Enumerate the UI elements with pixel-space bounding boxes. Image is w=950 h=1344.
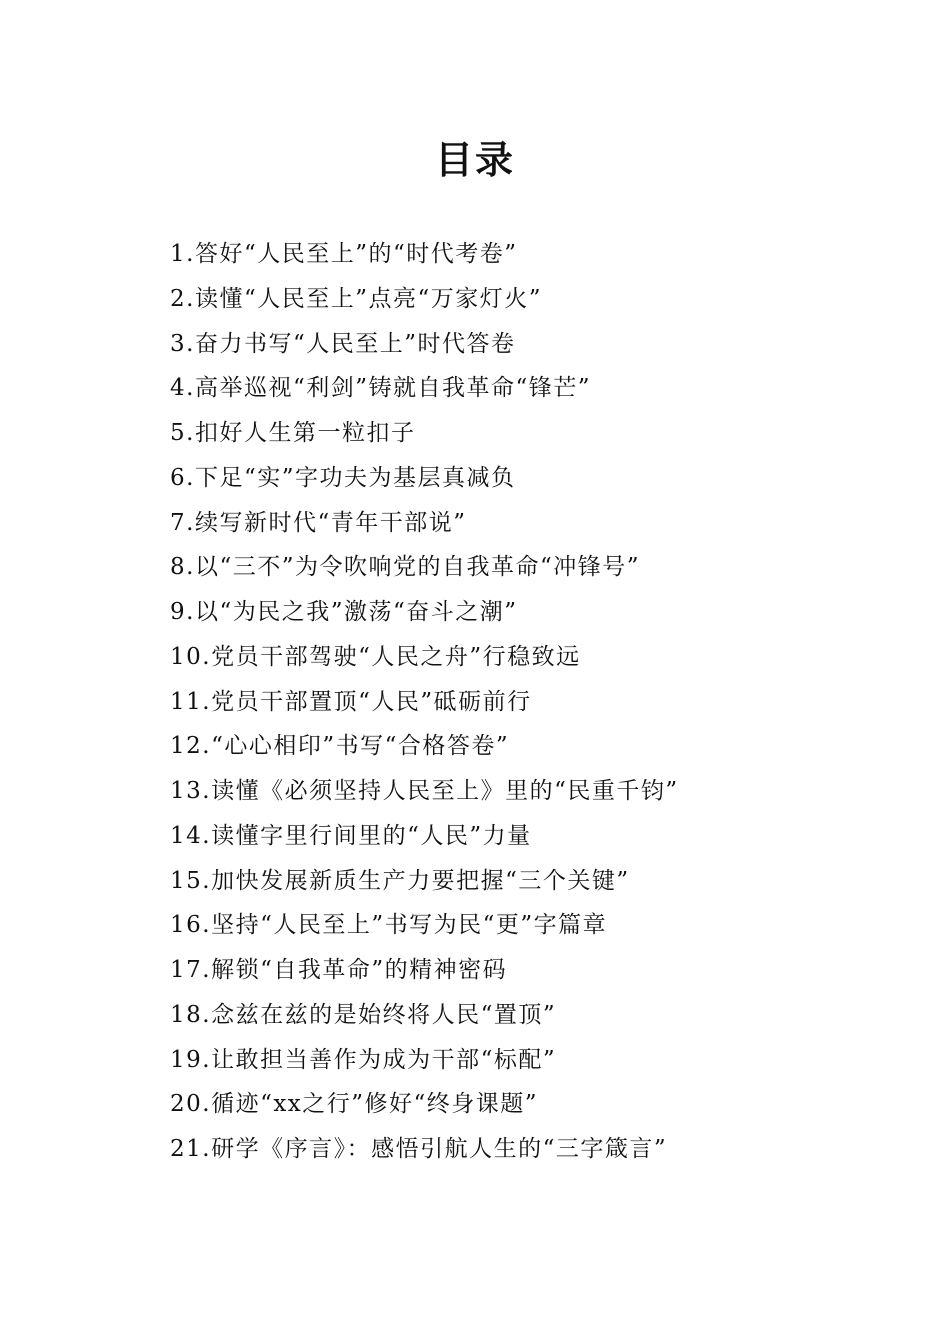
toc-item[interactable]: 4.高举巡视“利剑”铸就自我革命“锋芒” — [170, 375, 591, 402]
toc-item[interactable]: 6.下足“实”字功夫为基层真减负 — [170, 464, 516, 491]
toc-item[interactable]: 8.以“三不”为令吹响党的自我革命“冲锋号” — [170, 554, 640, 581]
toc-item[interactable]: 21.研学《序言》：感悟引航人生的“三字箴言” — [170, 1136, 668, 1162]
toc-item[interactable]: 1.答好“人民至上”的“时代考卷” — [170, 241, 518, 267]
toc-item[interactable]: 20.循迹“xx之行”修好“终身课题” — [170, 1091, 539, 1118]
toc-item[interactable]: 12.“心心相印”书写“合格答卷” — [170, 733, 510, 760]
toc-item[interactable]: 15.加快发展新质生产力要把握“三个关键” — [170, 867, 630, 894]
toc-item[interactable]: 7.续写新时代“青年干部说” — [170, 509, 467, 536]
toc-item[interactable]: 13.读懂《必须坚持人民至上》里的“民重千钧” — [170, 778, 679, 804]
toc-item[interactable]: 14.读懂字里行间里的“人民”力量 — [170, 822, 532, 849]
toc-item[interactable]: 9.以“为民之我”激荡“奋斗之潮” — [170, 599, 518, 625]
toc-item[interactable]: 11.党员干部置顶“人民”砥砺前行 — [170, 688, 532, 715]
toc-item[interactable]: 17.解锁“自我革命”的精神密码 — [170, 957, 508, 983]
toc-item[interactable]: 10.党员干部驾驶“人民之舟”行稳致远 — [170, 643, 581, 670]
toc-item[interactable]: 5.扣好人生第一粒扣子 — [170, 420, 416, 446]
table-of-contents — [170, 232, 890, 1172]
page-title: 目录 — [434, 137, 515, 182]
toc-item[interactable]: 19.让敢担当善作为成为干部“标配” — [170, 1046, 557, 1073]
toc-item[interactable]: 16.坚持“人民至上”书写为民“更”字篇章 — [170, 912, 608, 939]
toc-item[interactable]: 18.念兹在兹的是始终将人民“置顶” — [170, 1001, 557, 1028]
toc-item[interactable]: 2.读懂“人民至上”点亮“万家灯火” — [170, 285, 542, 312]
toc-item[interactable]: 3.奋力书写“人民至上”时代答卷 — [170, 330, 516, 357]
